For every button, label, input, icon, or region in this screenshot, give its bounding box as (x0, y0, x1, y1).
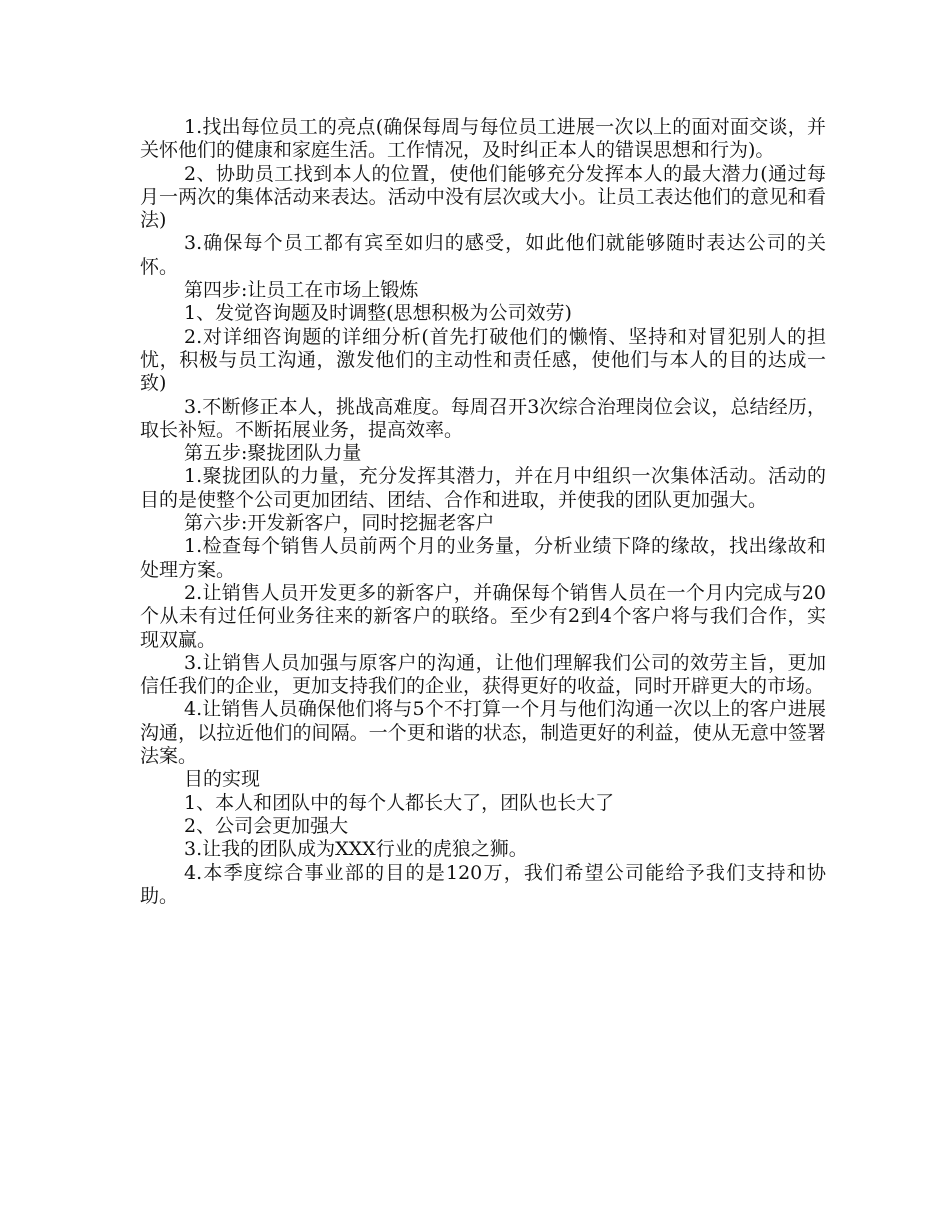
paragraph: 3.确保每个员工都有宾至如归的感受，如此他们就能够随时表达公司的关怀。 (140, 232, 826, 278)
paragraph: 1.找出每位员工的亮点(确保每周与每位员工进展一次以上的面对面交谈，并关怀他们的健康和家庭生活。工作情况，及时纠正本人的错误思想和行为)。 (140, 116, 826, 162)
paragraph: 1.聚拢团队的力量，充分发挥其潜力，并在月中组织一次集体活动。活动的目的是使整个公司更加团结、团结、合作和进取，并使我的团队更加强大。 (140, 465, 826, 511)
paragraph: 1、本人和团队中的每个人都长大了，团队也长大了 (184, 791, 615, 814)
paragraph: 2.让销售人员开发更多的新客户，并确保每个销售人员在一个月内完成与20个从未有过任何业务往来的新客户的联络。至少有2到4个客户将与我们合作，实现双赢。 (140, 581, 826, 651)
paragraph: 1.检查每个销售人员前两个月的业务量，分析业绩下降的缘故，找出缘故和处理方案。 (140, 535, 826, 581)
document-body (140, 116, 826, 908)
paragraph: 3.让销售人员加强与原客户的沟通，让他们理解我们公司的效劳主旨，更加信任我们的企业，更加支持我们的企业，获得更好的收益，同时开辟更大的市场。 (140, 651, 826, 698)
paragraph: 4.让销售人员确保他们将与5个不打算一个月与他们沟通一次以上的客户进展沟通，以拉近他们的间隔。一个更和谐的状态，制造更好的利益，使从无意中签署法案。 (140, 698, 826, 768)
paragraph: 3.不断修正本人，挑战高难度。每周召开3次综合治理岗位会议，总结经历，取长补短。不断拓展业务，提高效率。 (140, 395, 826, 441)
paragraph: 3.让我的团队成为XXX行业的虎狼之狮。 (184, 838, 528, 861)
paragraph: 2、协助员工找到本人的位置，使他们能够充分发挥本人的最大潜力(通过每月一两次的集体活动来表达。活动中没有层次或大小。让员工表达他们的意见和看法) (140, 162, 826, 232)
paragraph: 2.对详细咨询题的详细分析(首先打破他们的懒惰、坚持和对冒犯别人的担忧，积极与员工沟通，激发他们的主动性和责任感，使他们与本人的目的达成一致) (140, 325, 826, 395)
section-heading: 第六步:开发新客户，同时挖掘老客户 (184, 512, 495, 535)
paragraph: 1、发觉咨询题及时调整(思想积极为公司效劳) (184, 302, 572, 325)
section-heading: 第四步:让员工在市场上锻炼 (184, 279, 419, 302)
section-heading: 目的实现 (184, 768, 261, 791)
paragraph: 2、公司会更加强大 (184, 814, 349, 837)
paragraph: 4.本季度综合事业部的目的是120万，我们希望公司能给予我们支持和协助。 (140, 861, 826, 907)
section-heading: 第五步:聚拢团队力量 (184, 442, 362, 465)
